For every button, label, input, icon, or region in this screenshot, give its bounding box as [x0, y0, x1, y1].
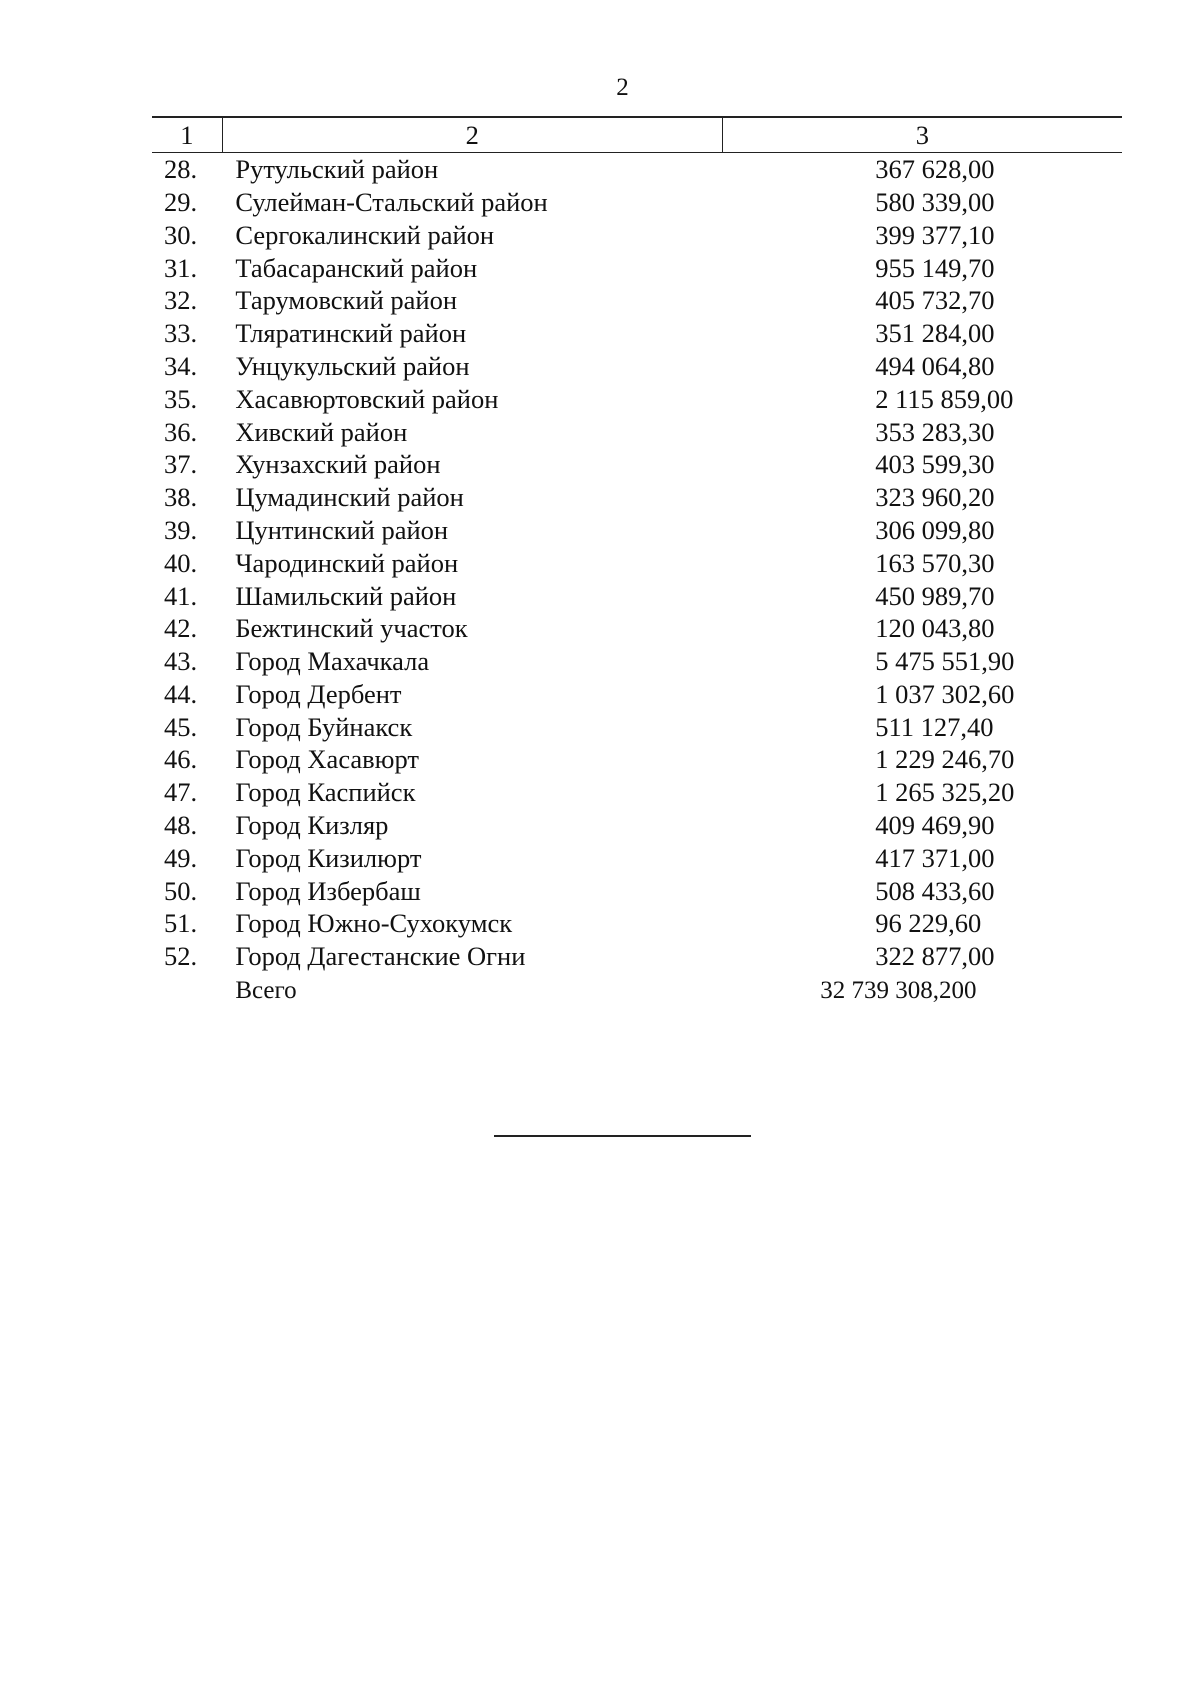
row-value: 323 960,20: [875, 482, 995, 513]
row-name: Тляратинский район: [235, 318, 467, 349]
table-body: [152, 153, 1122, 973]
row-number: 49.: [164, 842, 198, 873]
row-number: 51.: [164, 908, 198, 939]
row-name: Унцукульский район: [235, 350, 470, 381]
row-name: Город Избербаш: [235, 875, 421, 906]
row-value: 494 064,80: [875, 350, 995, 381]
row-name: Город Кизилюрт: [235, 842, 422, 873]
row-number: 38.: [164, 482, 198, 513]
column-header-number: 1: [152, 117, 222, 153]
total-value: 32 739 308,200: [820, 977, 977, 1005]
row-name: Город Кизляр: [235, 810, 389, 841]
row-name: Хасавюртовский район: [235, 383, 499, 414]
row-name: Город Махачкала: [235, 646, 430, 677]
table-row: [152, 940, 1122, 973]
row-value: 399 377,10: [875, 219, 995, 250]
row-name: Город Южно-Сухокумск: [235, 908, 513, 939]
table-row: [152, 875, 1122, 908]
table-row: [152, 251, 1122, 284]
row-number: 33.: [164, 318, 198, 349]
row-value: 367 628,00: [875, 154, 995, 185]
row-number: 29.: [164, 186, 198, 217]
table-row: [152, 743, 1122, 776]
row-number: 52.: [164, 941, 198, 972]
row-name: Сулейман-Стальский район: [235, 186, 548, 217]
row-value: 1 037 302,60: [875, 678, 1015, 709]
table-row: [152, 481, 1122, 514]
row-name: Табасаранский район: [235, 252, 478, 283]
end-of-document-rule: [494, 1135, 751, 1137]
row-value: 322 877,00: [875, 941, 995, 972]
row-value: 450 989,70: [875, 580, 995, 611]
row-number: 48.: [164, 810, 198, 841]
row-value: 2 115 859,00: [875, 383, 1014, 414]
page-number: 2: [616, 74, 629, 101]
row-value: 511 127,40: [875, 711, 994, 742]
row-name: Город Буйнакск: [235, 711, 413, 742]
row-number: 32.: [164, 285, 198, 316]
table-row: [152, 514, 1122, 547]
row-number: 37.: [164, 449, 198, 480]
row-name: Цумадинский район: [235, 482, 464, 513]
table-row: [152, 842, 1122, 875]
table-header-row: [152, 117, 1122, 153]
table-row: [152, 186, 1122, 219]
row-number: 39.: [164, 514, 198, 545]
table-row: [152, 809, 1122, 842]
row-value: 163 570,30: [875, 547, 995, 578]
table-row: [152, 317, 1122, 350]
column-header-name: 2: [222, 117, 722, 153]
row-value: 96 229,60: [875, 908, 982, 939]
row-name: Цунтинский район: [235, 514, 449, 545]
table-row: [152, 383, 1122, 416]
row-name: Город Дагестанские Огни: [235, 941, 526, 972]
row-number: 45.: [164, 711, 198, 742]
row-name: Тарумовский район: [235, 285, 458, 316]
total-row: [152, 973, 1122, 1009]
row-value: 5 475 551,90: [875, 646, 1015, 677]
row-value: 351 284,00: [875, 318, 995, 349]
table-row: [152, 579, 1122, 612]
table-row: [152, 776, 1122, 809]
row-value: 1 265 325,20: [875, 777, 1015, 808]
table-row: [152, 547, 1122, 580]
row-value: 417 371,00: [875, 842, 995, 873]
row-value: 508 433,60: [875, 875, 995, 906]
row-name: Хивский район: [235, 416, 408, 447]
row-value: 409 469,90: [875, 810, 995, 841]
row-name: Чародинский район: [235, 547, 459, 578]
row-number: 30.: [164, 219, 198, 250]
row-name: Город Дербент: [235, 678, 402, 709]
table-row: [152, 907, 1122, 940]
row-name: Город Хасавюрт: [235, 744, 419, 775]
row-number: 34.: [164, 350, 198, 381]
row-number: 47.: [164, 777, 198, 808]
row-value: 306 099,80: [875, 514, 995, 545]
row-value: 120 043,80: [875, 613, 995, 644]
row-value: 580 339,00: [875, 186, 995, 217]
row-value: 405 732,70: [875, 285, 995, 316]
row-number: 36.: [164, 416, 198, 447]
row-name: Бежтинский участок: [235, 613, 468, 644]
row-number: 43.: [164, 646, 198, 677]
row-name: Шамильский район: [235, 580, 457, 611]
table-row: [152, 415, 1122, 448]
total-number-cell: [152, 973, 222, 1009]
column-header-value: 3: [722, 117, 1122, 153]
row-value: 353 283,30: [875, 416, 995, 447]
table-row: [152, 284, 1122, 317]
row-number: 50.: [164, 875, 198, 906]
row-number: 46.: [164, 744, 198, 775]
row-number: 40.: [164, 547, 198, 578]
table-row: [152, 678, 1122, 711]
row-value: 403 599,30: [875, 449, 995, 480]
row-number: 31.: [164, 252, 198, 283]
row-value: 1 229 246,70: [875, 744, 1015, 775]
table-row: [152, 219, 1122, 252]
row-name: Сергокалинский район: [235, 219, 495, 250]
row-number: 44.: [164, 678, 198, 709]
row-name: Хунзахский район: [235, 449, 441, 480]
row-value: 955 149,70: [875, 252, 995, 283]
table-row: [152, 448, 1122, 481]
table-row: [152, 711, 1122, 744]
allocation-table: [152, 116, 1122, 1009]
row-number: 41.: [164, 580, 198, 611]
total-label: Всего: [235, 977, 297, 1005]
row-name: Рутульский район: [235, 154, 439, 185]
row-number: 28.: [164, 154, 198, 185]
row-number: 35.: [164, 383, 198, 414]
table-row: [152, 153, 1122, 186]
row-number: 42.: [164, 613, 198, 644]
table-row: [152, 350, 1122, 383]
table-row: [152, 645, 1122, 678]
table-row: [152, 612, 1122, 645]
row-name: Город Каспийск: [235, 777, 416, 808]
